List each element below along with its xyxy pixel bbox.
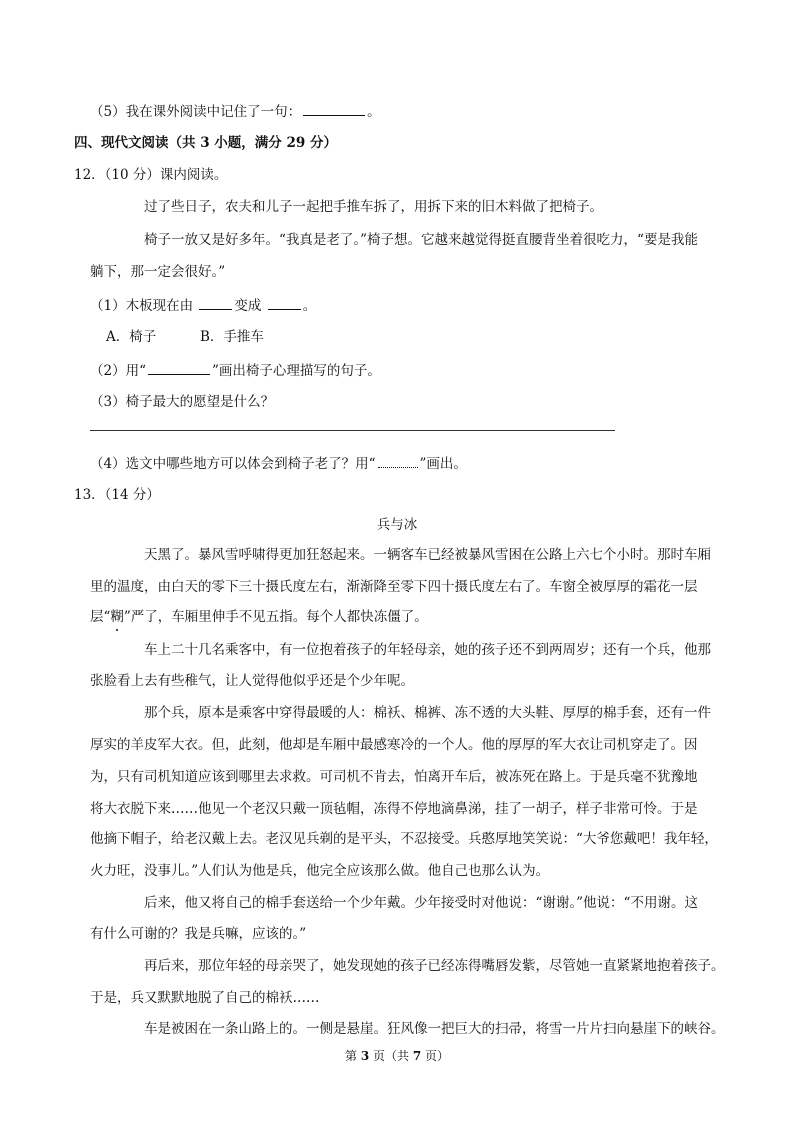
- q12-sub2-blank: [148, 361, 210, 375]
- q11-item5-text: （5）我在课外阅读中记住了一句：: [90, 104, 302, 120]
- q12-sub1-text-b: 变成: [234, 298, 262, 314]
- q12-sub4-text-a: （4）选文中哪些地方可以体会到椅子老了？用“: [90, 456, 376, 472]
- q12-sub1: [90, 296, 316, 315]
- q12-sub4-text-b: ”画出。: [419, 456, 467, 472]
- q13-line: 里的温度，由白天的零下三十摄氏度左右，渐渐降至零下四十摄氏度左右了。车窗全被厚厚的霜花一层: [90, 579, 698, 595]
- q12-option-a[interactable]: A．椅子: [106, 329, 157, 345]
- q13-line: 车上二十几名乘客中，有一位抱着孩子的年轻母亲，她的孩子还不到两周岁；还有一个兵，他那: [144, 642, 711, 658]
- q13-line: 火力旺，没事儿。”人们认为他是兵，他完全应该那么做。他自己也那么认为。: [90, 863, 550, 879]
- section4-heading: 四、现代文阅读（共 3 小题，满分 29 分）: [74, 135, 337, 151]
- q13-line: 为，只有司机知道应该到哪里去求救。可司机不肯去，怕离开车后，被冻死在路上。于是兵毫不犹豫地: [90, 769, 698, 785]
- q13-emphasis-char: 糊: [110, 609, 124, 625]
- q12-sub2-text-a: （2）用“: [90, 363, 146, 379]
- q13-ceng-text-b: ”严了，车厢里伸手不见五指。每个人都快冻僵了。: [123, 609, 428, 625]
- q12-options: [106, 328, 264, 346]
- q13-line: 那个兵，原本是乘客中穿得最暖的人：棉袄、棉裤、冻不透的大头鞋、厚厚的棉手套，还有一件: [144, 705, 711, 721]
- q12-sub2-text-b: ”画出椅子心理描写的句子。: [212, 363, 381, 379]
- q13-line: 于是，兵又默默地脱了自己的棉袄……: [90, 990, 320, 1006]
- q13-line: 厚实的羊皮军大衣。但，此刻，他却是车厢中最感寒冷的一个人。他的厚厚的军大衣让司机穿走了。因: [90, 737, 698, 753]
- q11-item5-blank[interactable]: [303, 102, 365, 116]
- footer-post: 页）: [421, 1049, 449, 1063]
- q13-line: 天黑了。暴风雪呼啸得更加狂怒起来。一辆客车已经被暴风雪困在公路上六七个小时。那时车厢: [144, 547, 711, 563]
- q12-paragraph-2-line-1: 椅子一放又是好多年。“我真是老了。”椅子想。它越来越觉得挺直腰背坐着很吃力，“要是我能: [144, 232, 698, 248]
- q13-line: 有什么可谢的？我是兵嘛，应该的。”: [90, 926, 307, 942]
- footer-total-pages: 7: [412, 1049, 422, 1063]
- q12-sub2: [90, 361, 381, 380]
- q13-line: 再后来，那位年轻的母亲哭了，她发现她的孩子已经冻得嘴唇发紫，尽管她一直紧紧地抱着孩子。: [144, 958, 725, 974]
- q12-sub4: [90, 454, 467, 473]
- q12-sub4-wavy-blank: [378, 454, 418, 468]
- q11-item5: [90, 102, 381, 121]
- footer-page-number: 3: [360, 1049, 370, 1063]
- q12-sub1-text-a: （1）木板现在由: [90, 298, 194, 314]
- q12-sub3: （3）椅子最大的愿望是什么？: [90, 394, 275, 410]
- q13-line: 张脸看上去有些稚气，让人觉得他似乎还是个少年呢。: [90, 673, 414, 689]
- q13-line: 车是被困在一条山路上的。一侧是悬崖。狂风像一把巨大的扫帚，将雪一片片扫向悬崖下的峡谷。: [144, 1021, 725, 1037]
- q12-sub1-blank-1[interactable]: [199, 296, 232, 310]
- page-footer: [0, 1047, 794, 1064]
- q12-paragraph-2-line-2: 躺下，那一定会很好。”: [90, 264, 226, 280]
- q13-line: 他摘下帽子，给老汉戴上去。老汉见兵剃的是平头，不忍接受。兵憨厚地笑笑说：“大爷您戴吧！我年轻，: [90, 831, 718, 847]
- q12-sub1-end: 。: [302, 298, 317, 314]
- q13-line: 将大衣脱下来……他见一个老汉只戴一顶毡帽，冻得不停地滴鼻涕，挂了一胡子，样子非常可怜。于是: [90, 801, 698, 817]
- q13-header: 13．（14 分）: [74, 487, 160, 503]
- q13-ceng-text-a: 层“: [90, 609, 111, 625]
- q12-header: 12．（10 分）课内阅读。: [74, 167, 228, 183]
- q13-title: 兵与冰: [376, 517, 418, 533]
- footer-mid: 页（共: [369, 1049, 413, 1063]
- footer-pre: 第: [344, 1049, 361, 1063]
- q12-sub3-answer-line[interactable]: [90, 430, 615, 431]
- q12-paragraph-1: 过了些日子，农夫和儿子一起把手推车拆了，用拆下来的旧木料做了把椅子。: [144, 199, 603, 215]
- q12-sub1-blank-2[interactable]: [268, 296, 301, 310]
- q11-item5-end: 。: [367, 104, 381, 120]
- q13-line: 后来，他又将自己的棉手套送给一个少年戴。少年接受时对他说：“谢谢。”他说：“不用谢。这: [144, 895, 698, 911]
- q13-line-ceng: [90, 608, 428, 626]
- q12-option-b[interactable]: B．手推车: [200, 329, 264, 345]
